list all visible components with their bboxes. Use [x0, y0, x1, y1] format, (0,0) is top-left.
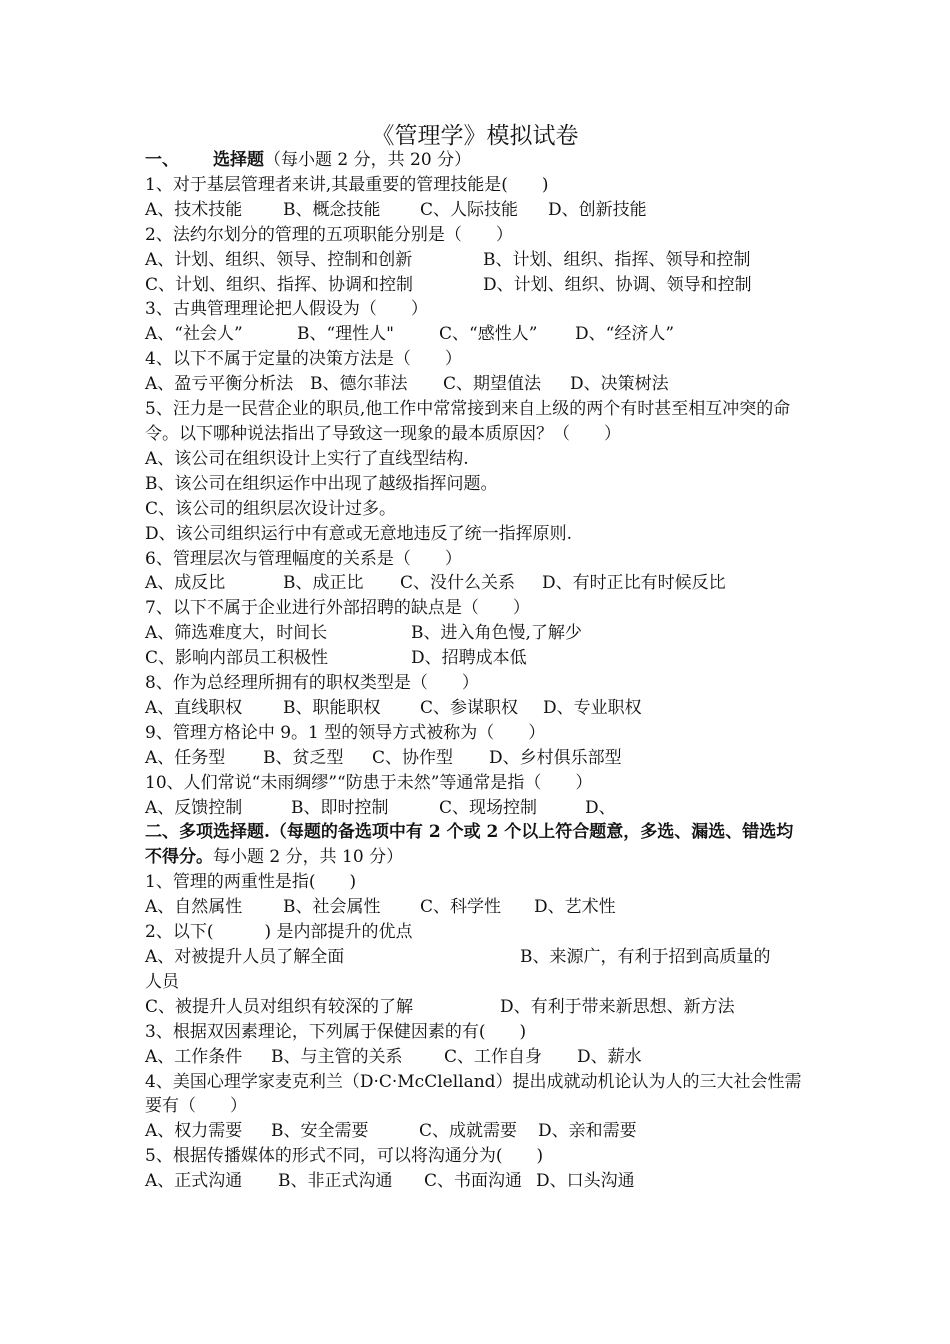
option: D、有时正比有时候反比	[542, 573, 726, 594]
option: A、反馈控制	[145, 797, 243, 818]
question-stem: 4、以下不属于定量的决策方法是（ ）	[145, 349, 462, 370]
option-row	[145, 696, 810, 721]
option-row	[145, 322, 810, 347]
option-row: D、该公司组织运行中有意或无意地违反了统一指挥原则.	[145, 523, 573, 544]
question-stem: 1、管理的两重性是指( )	[145, 872, 357, 893]
option: C、“感性人”	[439, 324, 538, 345]
option: B、计划、组织、指挥、领导和控制	[483, 249, 751, 270]
option: C、影响内部员工积极性	[145, 648, 329, 669]
option: A、计划、组织、领导、控制和创新	[145, 249, 413, 270]
section2-heading	[145, 820, 810, 870]
option: B、来源广，有利于招到高质量的	[520, 947, 771, 967]
option: D、决策树法	[570, 374, 669, 395]
option-row: C、该公司的组织层次设计过多。	[145, 498, 397, 519]
option-row	[145, 372, 810, 397]
option-row	[145, 895, 810, 920]
option: C、科学性	[420, 897, 502, 918]
option: A、权力需要	[145, 1121, 243, 1142]
option: D、“经济人”	[575, 324, 675, 345]
option: D、有利于带来新思想、新方法	[500, 996, 735, 1017]
option: D、	[585, 797, 616, 818]
option: B、进入角色慢,了解少	[411, 623, 582, 644]
option: B、概念技能	[283, 199, 381, 220]
question-stem: 7、以下不属于企业进行外部招聘的缺点是（ ）	[145, 598, 530, 619]
option: A、正式沟通	[145, 1171, 243, 1192]
question-stem: 2、法约尔划分的管理的五项职能分别是（ ）	[145, 224, 513, 245]
option: A、对被提升人员了解全面	[145, 947, 345, 967]
option: C、工作自身	[444, 1046, 543, 1067]
option-row	[145, 796, 810, 821]
option: B、社会属性	[283, 897, 381, 918]
option: C、计划、组织、指挥、协调和控制	[145, 274, 414, 295]
option: A、直线职权	[145, 697, 243, 718]
option: A、成反比	[145, 573, 226, 594]
option-row: 人员	[145, 971, 179, 992]
option: C、期望值法	[443, 374, 542, 395]
option-row	[145, 571, 810, 596]
option: C、书面沟通	[424, 1171, 523, 1192]
exam-title: 《管理学》模拟试卷	[371, 123, 579, 149]
question-stem: 4、美国心理学家麦克利兰（D·C·McClelland）提出成就动机论认为人的三大社会性需要有（ ）	[145, 1071, 802, 1117]
option-row: B、该公司在组织运作中出现了越级指挥问题。	[145, 473, 498, 494]
option: C、人际技能	[420, 199, 519, 220]
question-stem: 1、对于基层管理者来讲,其最重要的管理技能是( )	[145, 174, 549, 195]
option: D、计划、组织、协调、领导和控制	[483, 274, 752, 295]
section1-label: 选择题	[213, 150, 264, 170]
option: C、没什么关系	[400, 573, 516, 594]
section1-heading	[145, 148, 810, 173]
option-row	[145, 1119, 810, 1144]
option: D、创新技能	[548, 199, 647, 220]
exam-content	[145, 148, 810, 1194]
option-row	[145, 1045, 810, 1070]
option: C、参谋职权	[420, 697, 519, 718]
option: A、筛选难度大，时间长	[145, 623, 328, 644]
question-stem: 10、人们常说“未雨绸缪”“防患于未然”等通常是指（ ）	[145, 772, 593, 793]
option: D、亲和需要	[538, 1121, 637, 1142]
option: A、“社会人”	[145, 324, 243, 345]
option-row	[145, 995, 810, 1020]
option: B、非正式沟通	[278, 1171, 393, 1192]
section2-heading-bold: 二、多项选择题.（每题的备选项中有 2 个或 2 个以上符合题意，多选、漏选、错选均不得分。	[145, 822, 794, 868]
option-row	[145, 646, 810, 671]
option: B、“理性人"	[297, 324, 395, 345]
option: B、成正比	[283, 573, 364, 594]
option: A、任务型	[145, 747, 226, 768]
option: B、安全需要	[271, 1121, 369, 1142]
section1-note: （每小题 2 分，共 20 分）	[264, 150, 472, 170]
option: C、现场控制	[439, 797, 538, 818]
option-row	[145, 945, 810, 970]
option: D、专业职权	[543, 697, 642, 718]
option: B、德尔菲法	[310, 374, 408, 395]
option-row	[145, 198, 810, 223]
option-row	[145, 273, 810, 298]
question-stem: 5、汪力是一民营企业的职员,他工作中常常接到来自上级的两个有时甚至相互冲突的命令。以下哪种说法指出了导致这一现象的最本质原因？（ ）	[145, 399, 791, 444]
option-row	[145, 248, 810, 273]
option: C、协作型	[372, 747, 454, 768]
option: A、盈亏平衡分析法	[145, 374, 294, 395]
option: D、薪水	[577, 1046, 642, 1067]
option: C、被提升人员对组织有较深的了解	[145, 996, 414, 1017]
question-stem: 6、管理层次与管理幅度的关系是（ ）	[145, 548, 462, 569]
section2-heading-note: 每小题 2 分，共 10 分）	[213, 847, 404, 868]
question-stem: 5、根据传播媒体的形式不同，可以将沟通分为( )	[145, 1146, 544, 1167]
option: D、艺术性	[534, 897, 616, 918]
question-stem: 2、以下( ) 是内部提升的优点	[145, 922, 413, 943]
option-row	[145, 621, 810, 646]
option: B、职能职权	[283, 697, 381, 718]
option: D、乡村俱乐部型	[489, 747, 622, 768]
question-stem: 3、根据双因素理论，下列属于保健因素的有( )	[145, 1021, 527, 1042]
option: A、工作条件	[145, 1046, 243, 1067]
option: D、招聘成本低	[411, 648, 527, 669]
option-row	[145, 1169, 810, 1194]
option: D、口头沟通	[536, 1171, 635, 1192]
option: B、即时控制	[291, 797, 389, 818]
option: A、技术技能	[145, 199, 243, 220]
option: A、自然属性	[145, 897, 243, 918]
question-stem: 9、管理方格论中 9。1 型的领导方式被称为（ ）	[145, 722, 546, 743]
question-stem: 3、古典管理理论把人假设为（ ）	[145, 299, 428, 320]
option-row: A、该公司在组织设计上实行了直线型结构.	[145, 448, 469, 469]
option: B、贫乏型	[263, 747, 344, 768]
option-row	[145, 746, 810, 771]
question-stem: 8、作为总经理所拥有的职权类型是（ ）	[145, 673, 479, 694]
section1-number: 一、	[145, 150, 179, 170]
option: C、成就需要	[419, 1121, 518, 1142]
option: B、与主管的关系	[271, 1046, 403, 1067]
